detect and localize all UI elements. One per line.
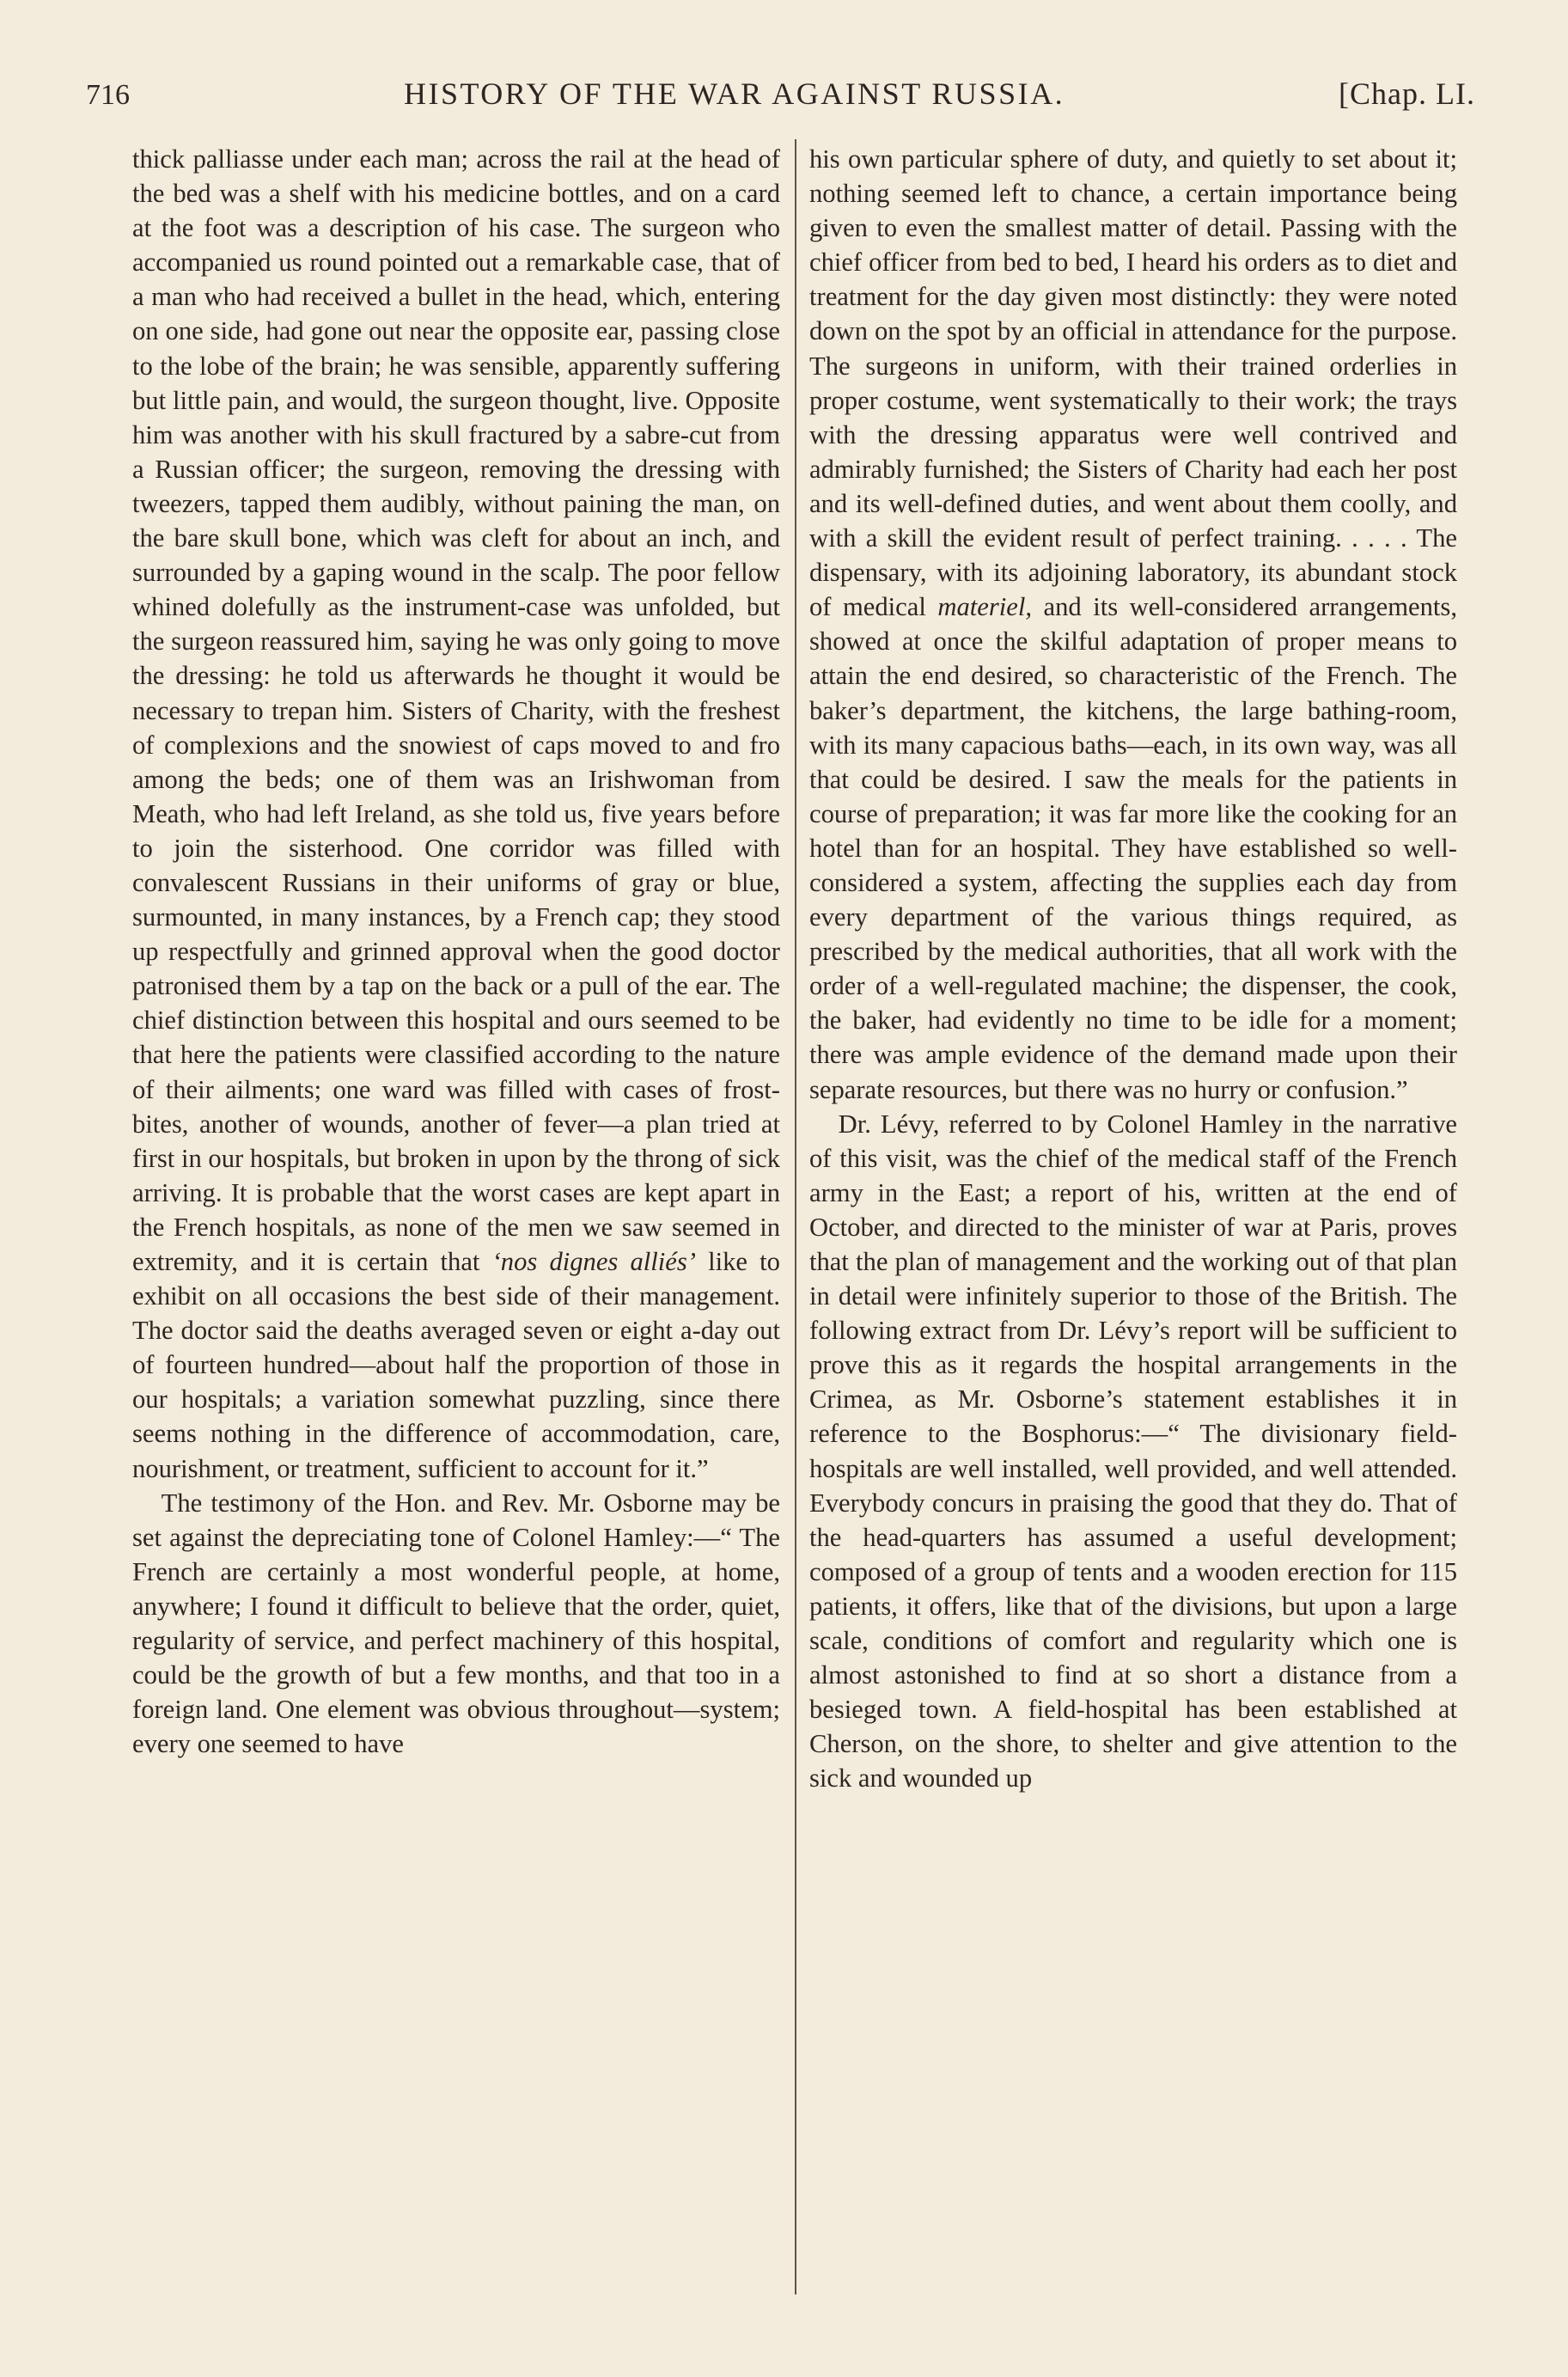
- right-paragraph-1-ending: and its well-considered arrangements, showed at once the skilful adaptation of proper means to attain the end desired, so characteristic of the French. The baker’s department, the kitchens, the large bathing-room, with its many capacious baths—each, in its own way, was all that could be desired. I saw the meals for the patients in course of preparation; it was far more like the cooking for an hotel than for an hospital. They have established so well-considered a system, affecting the supplies each day from every department of the various things required, as prescribed by the medical authorities, that all work with the order of a well-regulated machine; the dispenser, the cook, the baker, had evidently no time to be idle for a moment; there was ample evidence of the demand made upon their separate resources, but there was no hurry or confusion.”: [809, 592, 1457, 1104]
- left-paragraph-1-emphasis: ‘nos dignes alliés’: [491, 1247, 696, 1276]
- right-paragraph-1-emphasis: materiel,: [937, 592, 1032, 622]
- chapter-reference: [Chap. LI.: [1339, 76, 1475, 111]
- right-paragraph-1: [809, 142, 1457, 1107]
- right-paragraph-1-text: his own particular sphere of duty, and quietly to set about it; nothing seemed left to chance, a certain importance being given to even the smallest matter of detail. Passing with the chief officer from bed to bed, I heard his orders as to diet and treatment for the day given most distinctly: they were noted down on the spot by an official in attendance for the purpose. The surgeons in uniform, with their trained orderlies in proper costume, went systematically to their work; the trays with the dressing apparatus were well contrived and admirably furnished; the Sisters of Charity had each her post and its well-defined duties, and went about them coolly, and with a skill the evident result of perfect training. . . . . The dispensary, with its adjoining laboratory, its abundant stock of medical: [809, 144, 1457, 622]
- column-divider: [795, 139, 796, 2295]
- right-paragraph-2: Dr. Lévy, referred to by Colonel Hamley in the narrative of this visit, was the chief of the medical staff of the French army in the East; a report of his, written at the end of October, and directed to the minister of war at Paris, proves that the plan of management and the working out of that plan in detail were infinitely superior to those of the British. The following extract from Dr. Lévy’s report will be sufficient to prove this as it regards the hospital arrangements in the Crimea, as Mr. Osborne’s statement establishes it in reference to the Bosphorus:—“ The divisionary field-hospitals are well installed, well provided, and well attended. Everybody concurs in praising the good that they do. That of the head-quarters has assumed a useful development; composed of a group of tents and a wooden erection for 115 patients, it offers, like that of the divisions, but upon a large scale, conditions of comfort and regularity which one is almost astonished to find at so short a distance from a besieged town. A field-hospital has been established at Cherson, on the shore, to shelter and give attention to the sick and wounded up: [809, 1109, 1457, 1793]
- left-paragraph-1-ending: like to exhibit on all occasions the best side of their management. The doctor said the deaths averaged seven or eight a-day out of fourteen hundred—about half the proportion of those in our hospitals; a variation somewhat puzzling, since there seems nothing in the difference of accommodation, care, nourishment, or treatment, sufficient to account for it.”: [132, 1247, 780, 1483]
- left-column: [132, 142, 780, 2307]
- page-number: 716: [86, 79, 130, 111]
- running-head: [86, 76, 1475, 122]
- left-paragraph-1: [132, 142, 780, 1486]
- running-title: HISTORY OF THE WAR AGAINST RUSSIA.: [403, 76, 1065, 111]
- left-paragraph-2: The testimony of the Hon. and Rev. Mr. Osborne may be set against the depreciating tone of Colonel Hamley:—“ The French are certainly a most wonderful people, at home, anywhere; I found it difficult to believe that the order, quiet, regularity of service, and perfect machinery of this hospital, could be the growth of but a few months, and that too in a foreign land. One element was obvious throughout—system; every one seemed to have: [132, 1488, 780, 1759]
- right-column: [809, 142, 1457, 2307]
- left-paragraph-1-text: thick palliasse under each man; across the rail at the head of the bed was a shelf with his medicine bottles, and on a card at the foot was a description of his case. The surgeon who accompanied us round pointed out a remarkable case, that of a man who had received a bullet in the head, which, entering on one side, had gone out near the opposite ear, passing close to the lobe of the brain; he was sensible, apparently suffering but little pain, and would, the surgeon thought, live. Opposite him was another with his skull fractured by a sabre-cut from a Russian officer; the surgeon, removing the dressing with tweezers, tapped them audibly, without paining the man, on the bare skull bone, which was cleft for about an inch, and surrounded by a gaping wound in the scalp. The poor fellow whined dolefully as the instrument-case was unfolded, but the surgeon reassured him, saying he was only going to move the dressing: he told us afterwards he thought it would be necessary to trepan him. Sisters of Charity, with the freshest of complexions and the snowiest of caps moved to and fro among the beds; one of them was an Irishwoman from Meath, who had left Ireland, as she told us, five years before to join the sisterhood. One corridor was filled with convalescent Russians in their uniforms of gray or blue, surmounted, in many instances, by a French cap; they stood up respectfully and grinned approval when the good doctor patronised them by a tap on the back or a pull of the ear. The chief distinction between this hospital and ours seemed to be that here the patients were classified according to the nature of their ailments; one ward was filled with cases of frost-bites, another of wounds, another of fever—a plan tried at first in our hospitals, but broken in upon by the throng of sick arriving. It is probable that the worst cases are kept apart in the French hospitals, as none of the men we saw seemed in extremity, and it is certain that: [132, 144, 780, 1276]
